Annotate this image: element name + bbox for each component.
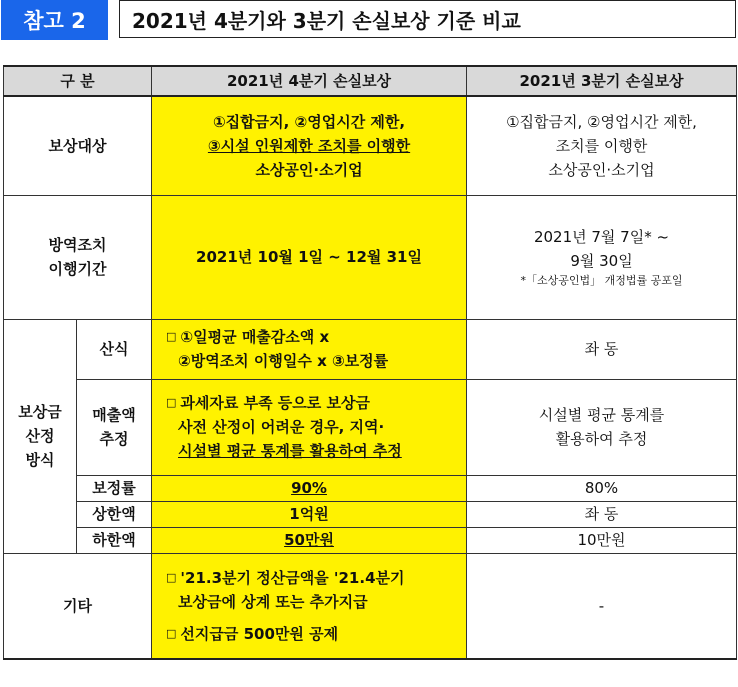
period-q4: 2021년 10월 1일 ~ 12월 31일 xyxy=(152,195,467,319)
row-other xyxy=(4,553,737,659)
formula-q4-line1-wrap xyxy=(166,325,462,349)
period-q3-line2: 9월 30일 xyxy=(570,252,633,271)
other-q4-item2: 선지급금 500만원 공제 xyxy=(180,624,339,643)
label-floor: 하한액 xyxy=(77,527,152,553)
formula-q4-line1: ①일평균 매출감소액 x xyxy=(180,328,330,346)
other-q4-item1-line2: 보상금에 상계 또는 추가지급 xyxy=(178,592,368,611)
estimate-q3-line2: 활용하여 추정 xyxy=(555,430,648,448)
bullet-square-icon: □ xyxy=(166,626,177,640)
label-method-line1: 보상금 xyxy=(18,403,62,421)
formula-q3: 좌 동 xyxy=(467,319,737,379)
estimate-q4 xyxy=(152,379,467,475)
other-q4-item2-wrap xyxy=(166,622,462,646)
label-estimate-line2: 추정 xyxy=(99,430,129,448)
label-rate: 보정률 xyxy=(77,475,152,501)
label-estimate xyxy=(77,379,152,475)
label-period-line1: 방역조치 xyxy=(48,236,107,254)
target-q4-line1: ①집합금지, ②영업시간 제한, xyxy=(212,112,406,131)
label-formula: 산식 xyxy=(77,319,152,379)
rate-q4: 90% xyxy=(152,475,467,501)
row-floor xyxy=(4,527,737,553)
row-formula xyxy=(4,319,737,379)
page-title-text: 2021년 4분기와 3분기 손실보상 기준 비교 xyxy=(132,8,521,33)
estimate-q4-line3: 시설별 평균 통계를 활용하여 추정 xyxy=(178,442,402,460)
page-title xyxy=(119,0,736,38)
comparison-table xyxy=(3,65,737,660)
row-target xyxy=(4,96,737,195)
target-q3-line2: 조치를 이행한 xyxy=(555,136,648,155)
row-rate xyxy=(4,475,737,501)
row-cap xyxy=(4,501,737,527)
period-q3-note: *「소상공인법」 개정법률 공포일 xyxy=(520,274,683,288)
other-q3: - xyxy=(467,553,737,659)
table-header-row xyxy=(4,66,737,96)
label-period-line2: 이행기간 xyxy=(48,260,107,278)
rate-q3: 80% xyxy=(467,475,737,501)
row-period xyxy=(4,195,737,319)
header-category: 구 분 xyxy=(4,66,152,96)
formula-q4 xyxy=(152,319,467,379)
other-q4 xyxy=(152,553,467,659)
floor-q3: 10만원 xyxy=(467,527,737,553)
target-q3-line3: 소상공인·소기업 xyxy=(548,160,655,179)
period-q3 xyxy=(467,195,737,319)
label-period xyxy=(4,195,152,319)
label-method-line3: 방식 xyxy=(25,451,55,469)
row-estimate xyxy=(4,379,737,475)
other-q4-item1-line1: '21.3분기 정산금액을 '21.4분기 xyxy=(180,568,405,587)
label-estimate-line1: 매출액 xyxy=(92,406,136,424)
label-target: 보상대상 xyxy=(4,96,152,195)
bullet-square-icon: □ xyxy=(166,570,177,584)
target-q3 xyxy=(467,96,737,195)
estimate-q4-line1-wrap xyxy=(166,391,462,415)
header-q4: 2021년 4분기 손실보상 xyxy=(152,66,467,96)
period-q3-line1: 2021년 7월 7일* ~ xyxy=(533,228,670,247)
estimate-q4-line2: 사전 산정이 어려운 경우, 지역· xyxy=(178,418,385,436)
bullet-square-icon: □ xyxy=(166,396,177,409)
floor-q4: 50만원 xyxy=(152,527,467,553)
label-other: 기타 xyxy=(4,553,152,659)
target-q4 xyxy=(152,96,467,195)
header-q3: 2021년 3분기 손실보상 xyxy=(467,66,737,96)
estimate-q3-line1: 시설별 평균 통계를 xyxy=(538,406,665,424)
estimate-q4-line1: 과세자료 부족 등으로 보상금 xyxy=(180,394,370,412)
other-q4-item1-wrap xyxy=(166,566,462,590)
bullet-square-icon: □ xyxy=(166,330,177,343)
label-cap: 상한액 xyxy=(77,501,152,527)
label-method xyxy=(4,319,77,553)
cap-q3: 좌 동 xyxy=(467,501,737,527)
target-q4-line3: 소상공인·소기업 xyxy=(255,160,363,179)
reference-badge: 참고 2 xyxy=(1,0,108,40)
estimate-q3 xyxy=(467,379,737,475)
target-q3-line1: ①집합금지, ②영업시간 제한, xyxy=(506,112,697,131)
label-method-line2: 산정 xyxy=(25,427,55,445)
target-q4-line2: ③시설 인원제한 조치를 이행한 xyxy=(207,136,411,155)
cap-q4: 1억원 xyxy=(152,501,467,527)
formula-q4-line2: ②방역조치 이행일수 x ③보정률 xyxy=(178,352,389,370)
